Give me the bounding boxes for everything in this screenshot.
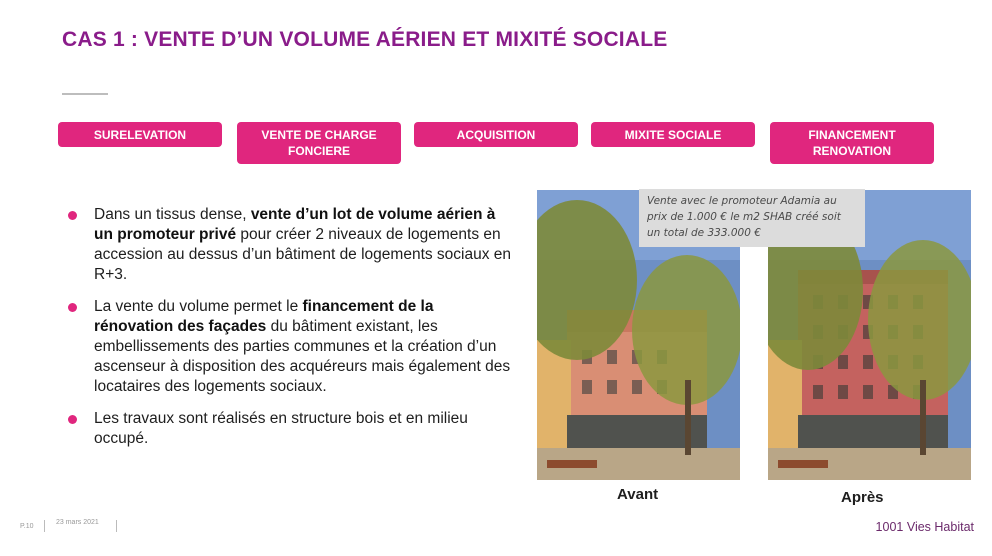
bullet-dot-icon bbox=[68, 303, 77, 312]
tab-vente-de-charge-fonciere[interactable] bbox=[237, 122, 401, 164]
bullet-list bbox=[66, 205, 516, 461]
footer-divider bbox=[116, 520, 117, 532]
caption-line: un total de 333.000 € bbox=[647, 227, 761, 239]
brand-name: 1001 Vies Habitat bbox=[875, 520, 974, 534]
bullet-text: Les travaux sont réalisés en structure bois et en milieu occupé. bbox=[94, 410, 468, 447]
tab-financement-renovation[interactable] bbox=[770, 122, 934, 164]
caption-line: prix de 1.000 € le m2 SHAB créé soit bbox=[647, 211, 841, 223]
after-label: Après bbox=[841, 489, 884, 506]
tab-label: FONCIERE bbox=[287, 144, 350, 158]
tab-mixite-sociale[interactable] bbox=[591, 122, 755, 147]
bullet-item bbox=[66, 297, 516, 397]
bullet-bold-text: financement de la rénovation des façades bbox=[94, 298, 434, 335]
bullet-item bbox=[66, 409, 516, 449]
tab-surelevation[interactable] bbox=[58, 122, 222, 147]
title-underline bbox=[62, 93, 108, 95]
bullet-dot-icon bbox=[68, 415, 77, 424]
tab-acquisition[interactable] bbox=[414, 122, 578, 147]
footer-date: 23 mars 2021 bbox=[56, 519, 99, 526]
tab-label: FINANCEMENT bbox=[808, 128, 896, 142]
tab-label: SURELEVATION bbox=[93, 127, 187, 142]
slide-title: CAS 1 : VENTE D’UN VOLUME AÉRIEN ET MIXITÉ SOCIALE bbox=[62, 28, 668, 51]
tab-label: ACQUISITION bbox=[456, 127, 536, 142]
caption-line: Vente avec le promoteur Adamia au bbox=[647, 195, 837, 207]
bullet-text: La vente du volume permet le bbox=[94, 298, 303, 315]
footer-divider bbox=[44, 520, 45, 532]
bullet-text: Dans un tissus dense, bbox=[94, 206, 251, 223]
page-number: P.10 bbox=[20, 523, 34, 530]
bullet-text: du bâtiment existant, les embellissements des parties communes et la création d’un ascenseur à disposition des acquéreurs mais également des locataires des logements sociaux. bbox=[94, 318, 511, 395]
bullet-bold-text: vente d’un lot de volume aérien à un promoteur privé bbox=[94, 206, 496, 243]
tab-label: VENTE DE CHARGE bbox=[261, 128, 377, 142]
tab-label: RENOVATION bbox=[812, 144, 892, 158]
before-label: Avant bbox=[617, 486, 659, 503]
bullet-item bbox=[66, 205, 516, 285]
bullet-dot-icon bbox=[68, 211, 77, 220]
tab-label: MIXITE SOCIALE bbox=[624, 127, 722, 142]
bullet-text: pour créer 2 niveaux de logements en accession au dessus d’un bâtiment de logements sociaux en R+3. bbox=[94, 226, 512, 283]
price-caption bbox=[639, 189, 865, 247]
